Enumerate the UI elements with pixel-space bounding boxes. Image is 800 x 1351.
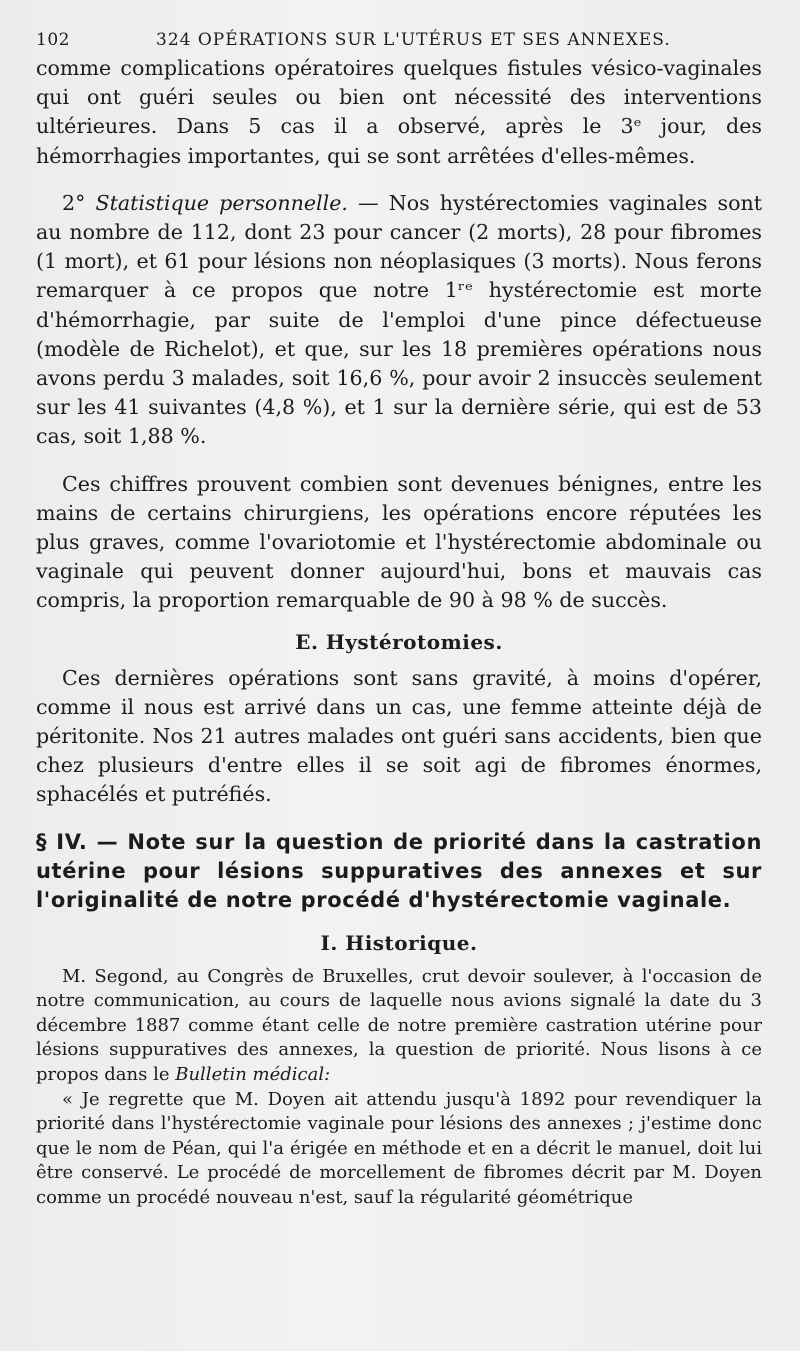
paragraph-chiffres: Ces chiffres prouvent combien sont devenues bénignes, entre les mains de certains chirurgiens, les opérations encore réputées les plus graves, comme l'ovariotomie et l'hystérectomie abdominale ou vaginale qui peuvent donner aujourd'hui, bons et mauvais cas compris, la proportion remarquable de 90 à 98 % de succès. <box>36 471 762 613</box>
journal-title: Bulletin médical: <box>175 1064 331 1086</box>
statistique-heading: Statistique personnelle. <box>95 190 348 215</box>
subsection-heading-historique: I. Historique. <box>320 930 478 955</box>
running-title: 324 OPÉRATIONS SUR L'UTÉRUS ET SES ANNEXES. <box>156 30 671 50</box>
statistique-text: — Nos hystérectomies vaginales sont au nombre de 112, dont 23 pour cancer (2 morts), 28 pour fibromes (1 mort), et 61 pour lésions non néoplasiques (3 morts). Nous ferons remarquer à ce propos que notre 1ʳᵉ hystérectomie est morte d'hémorrhagie, par suite de l'emploi d'une pince défectueuse (modèle de Richelot), et que, sur les 18 premières opérations nous avons perdu 3 malades, soit 16,6 %, pour avoir 2 insuccès seulement sur les 41 suivantes (4,8 %), et 1 sur la dernière série, qui est de 53 cas, soit 1,88 %. <box>36 190 763 449</box>
paragraph-segond <box>36 965 762 1088</box>
section-heading-priorite: § IV. — Note sur la question de priorité dans la castration utérine pour lésions suppuratives des annexes et sur l'originalité de notre procédé d'hystérectomie vaginale. <box>36 829 762 912</box>
segond-text: M. Segond, au Congrès de Bruxelles, crut devoir soulever, à l'occasion de notre communication, au cours de laquelle nous avions signalé la date du 3 décembre 1887 comme étant celle de notre première castration utérine pour lésions suppuratives des annexes, la question de priorité. Nous lisons à ce propos dans le <box>36 965 762 1086</box>
statistique-prefix: 2° <box>62 190 86 215</box>
paragraph-hysterotomies: Ces dernières opérations sont sans gravité, à moins d'opérer, comme il nous est arrivé dans un cas, une femme atteinte déjà de péritonite. Nos 21 autres malades ont guéri sans accidents, bien que chez plusieurs d'entre elles il se soit agi de fibromes énormes, sphacélés et putréfiés. <box>36 665 762 807</box>
paragraph-statistique <box>36 189 762 452</box>
running-head <box>36 30 762 50</box>
page-number: 102 <box>36 30 70 50</box>
paragraph-complications: comme complications opératoires quelques fistules vésico-vaginales qui ont guéri seules ou bien ont nécessité des interventions ultérieures. Dans 5 cas il a observé, après le 3ᵉ jour, des hémorrhagies importantes, qui se sont arrêtées d'elles-mêmes. <box>36 56 762 168</box>
section-heading-hysterotomies: E. Hystérotomies. <box>295 629 503 654</box>
paragraph-quotation: « Je regrette que M. Doyen ait attendu jusqu'à 1892 pour revendiquer la priorité dans l'hystérectomie vaginale pour lésions des annexes ; j'estime donc que le nom de Péan, qui l'a érigée en méthode et en a décrit le manuel, doit lui être conservé. Le procédé de morcellement de fibromes décrit par M. Doyen comme un procédé nouveau n'est, sauf la régularité géométrique <box>36 1088 762 1209</box>
